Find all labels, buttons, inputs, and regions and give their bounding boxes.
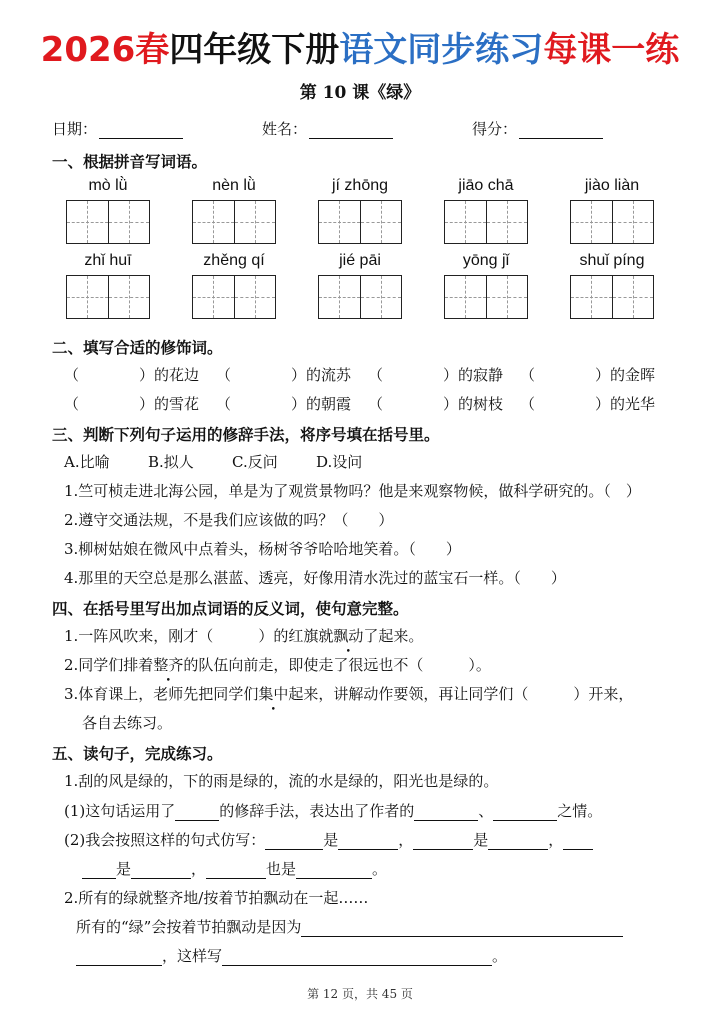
answer-blank[interactable] [76,949,162,966]
dotted-word: 飘动 [333,627,364,645]
pinyin-label: yōng jǐ [462,252,510,269]
answer-blank[interactable] [301,920,623,937]
antonym-continuation: 各自去练习。 [82,714,173,732]
score-label: 得分： [472,120,518,138]
reading-sentence-2: 2.所有的绿就整齐地/按着节拍飘动在一起…… [64,889,369,907]
rhetoric-question[interactable]: 4.那里的天空总是那么湛蓝、透亮，好像用清水洗过的蓝宝石一样。（ ） [64,569,566,587]
section-5-heading: 五、读句子，完成练习。 [52,745,223,763]
pinyin-label: jí zhōng [331,177,389,194]
name-label: 姓名： [262,120,308,138]
pinyin-label: shuǐ píng [579,252,645,269]
pinyin-label: nèn lǜ [212,177,256,194]
modifier-item[interactable]: （ ）的流苏 [216,366,352,384]
section-2-heading: 二、填写合适的修饰词。 [52,339,223,357]
reading-question-2-cont[interactable]: 是 ， 也是 。 [82,858,387,879]
answer-blank[interactable] [131,862,191,879]
antonym-question[interactable]: 3.体育课上，老师先把同学们集中起来，讲解动作要领，再让同学们（ ）开来， [64,685,634,703]
modifier-item[interactable]: （ ）的雪花 [64,395,200,413]
score-field[interactable] [472,118,603,139]
pinyin-label: zhěng qí [203,252,265,269]
title-subject: 语文同步练习 [339,30,544,70]
score-blank[interactable] [519,122,603,139]
writing-grid[interactable] [570,275,654,319]
pinyin-label: mò lǜ [88,177,128,194]
option-d: D.设问 [316,453,363,471]
page-footer: 第 12 页，共 45 页 [307,987,413,1001]
name-field[interactable] [262,118,393,139]
pinyin-label: zhǐ huī [84,252,132,269]
modifier-item[interactable]: （ ）的树枝 [368,395,504,413]
answer-blank[interactable] [296,862,372,879]
answer-blank[interactable] [222,949,492,966]
reading-sentence-1: 1.刮的风是绿的，下的雨是绿的，流的水是绿的，阳光也是绿的。 [64,772,499,790]
rhetoric-question[interactable]: 3.柳树姑娘在微风中点着头，杨树爷爷哈哈地笑着。（ ） [64,540,461,558]
answer-blank[interactable] [563,833,593,850]
date-blank[interactable] [99,122,183,139]
modifier-item[interactable]: （ ）的光华 [520,395,656,413]
answer-blank[interactable] [175,804,219,821]
answer-blank[interactable] [82,862,116,879]
antonym-question[interactable]: 2.同学们排着整齐的队伍向前走，即使走了很远也不（ ）。 [64,656,491,674]
writing-grid[interactable] [444,200,528,244]
name-blank[interactable] [309,122,393,139]
section-3-heading: 三、判断下列句子运用的修辞手法，将序号填在括号里。 [52,426,440,444]
section-4-heading: 四、在括号里写出加点词语的反义词，使句意完整。 [52,600,409,618]
option-a: A.比喻 [64,453,110,471]
writing-grid[interactable] [192,200,276,244]
option-c: C.反问 [232,453,278,471]
writing-grid[interactable] [570,200,654,244]
dotted-word: 整齐 [153,656,184,674]
rhetoric-question[interactable]: 2.遵守交通法规，不是我们应该做的吗？（ ） [64,511,394,529]
writing-grid[interactable] [192,275,276,319]
rhetoric-question[interactable]: 1.竺可桢走进北海公园，单是为了观赏景物吗？他是来观察物候，做科学研究的。（ ） [64,482,641,500]
reading-question-2[interactable]: (2)我会按照这样的句式仿写： 是 ， 是 ， [64,829,593,850]
answer-blank[interactable] [414,804,478,821]
page-title [0,28,720,72]
reading-question-1[interactable]: (1)这句话运用了 的修辞手法，表达出了作者的 、 之情。 [64,802,603,820]
answer-blank[interactable] [413,833,473,850]
writing-grid[interactable] [318,200,402,244]
pinyin-label: jiāo chā [458,177,514,194]
answer-blank[interactable] [488,833,548,850]
writing-grid[interactable] [318,275,402,319]
lesson-title: 第 10 课《绿》 [299,83,421,103]
answer-blank[interactable] [265,833,323,850]
pinyin-label: jiào liàn [584,177,640,194]
modifier-item[interactable]: （ ）的寂静 [368,366,504,384]
section-1-heading: 一、根据拼音写词语。 [52,153,208,171]
option-b: B.拟人 [148,453,194,471]
answer-blank[interactable] [338,833,398,850]
answer-blank[interactable] [206,862,266,879]
modifier-item[interactable]: （ ）的花边 [64,366,200,384]
reading-question-3-cont[interactable]: ，这样写 。 [76,945,507,966]
title-series: 每课一练 [543,30,680,70]
modifier-item[interactable]: （ ）的金晖 [520,366,656,384]
dotted-word: 集中 [258,685,289,703]
writing-grid[interactable] [66,275,150,319]
writing-grid[interactable] [66,200,150,244]
reading-question-3[interactable]: 所有的“绿”会按着节拍飘动是因为 [76,916,623,937]
writing-grid[interactable] [444,275,528,319]
date-field[interactable] [52,118,183,139]
date-label: 日期： [52,120,98,138]
modifier-item[interactable]: （ ）的朝霞 [216,395,352,413]
title-year: 2026春 [40,30,170,70]
title-grade: 四年级下册 [169,30,340,70]
answer-blank[interactable] [493,804,557,821]
pinyin-label: jié pāi [339,252,381,269]
antonym-question[interactable]: 1.一阵风吹来，刚才（ ）的红旗就飘动了起来。 [64,627,424,645]
